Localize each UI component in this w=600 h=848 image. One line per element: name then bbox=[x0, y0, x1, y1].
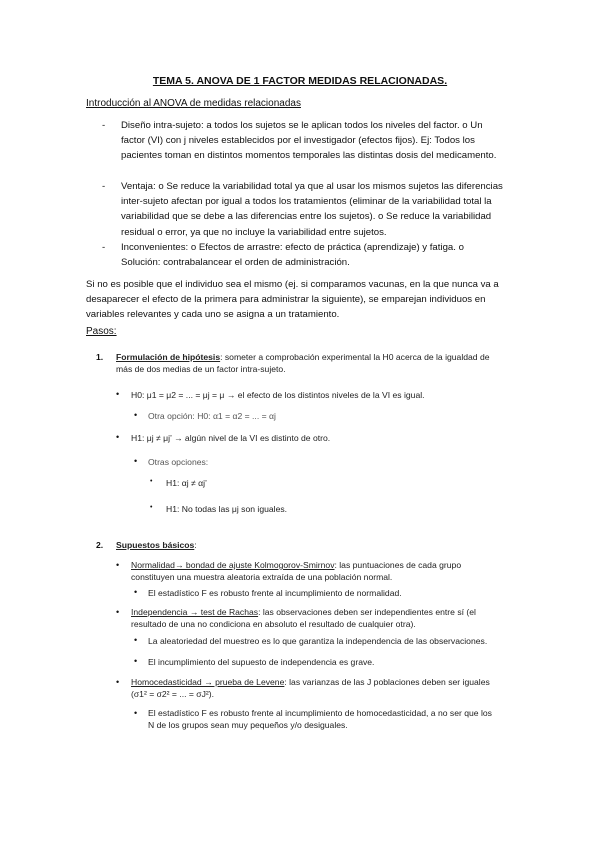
step1-heading: Formulación de hipótesis bbox=[116, 352, 221, 362]
independence-text: : las observaciones deben ser independientes entre sí (el bbox=[258, 607, 476, 617]
step2-heading: Supuestos básicos bbox=[116, 540, 195, 550]
bullet-icon: • bbox=[116, 432, 120, 442]
homoscedasticity-text: : las varianzas de las J poblaciones deben ser iguales bbox=[284, 677, 490, 687]
list-item-text: Ventaja: o Se reduce la variabilidad total ya que al usar los mismos sujetos las diferencias inter-sujeto afectan por igual a todos los tratamientos (eliminar de la variabilidad total la variabilidad que se debe a las diferencias entre los sujetos). o Se reduce la variabilidad residual o error, ya que no incluye la variabilidad entre sujetos. bbox=[121, 181, 503, 238]
normality-line2: constituyen una muestra aleatoria extraída de una población normal. bbox=[131, 572, 393, 582]
list-item-text: Inconvenientes: o Efectos de arrastre: efecto de práctica (aprendizaje) y fatiga. o Solución: contrabalancear el orden de administración. bbox=[121, 242, 464, 269]
bullet-icon: • bbox=[134, 635, 138, 645]
bullet-icon: • bbox=[150, 478, 153, 485]
hypothesis-h1-b: H1: No todas las μj son iguales. bbox=[166, 504, 288, 514]
bullet-icon: • bbox=[134, 708, 138, 718]
independence-sub2: El incumplimiento del supuesto de independencia es grave. bbox=[148, 657, 375, 667]
section-subtitle: Introducción al ANOVA de medidas relacionadas bbox=[86, 98, 301, 109]
bullet-icon: • bbox=[150, 504, 153, 511]
body-paragraph: Si no es posible que el individuo sea el mismo (ej. si comparamos vacunas, en la que nunca va a desaparecer el efecto de la primera para administrar la siguiente), se emparejan individuos en variables relevantes y cada uno se asigna a un tratamiento. bbox=[86, 279, 499, 321]
bullet-icon: • bbox=[116, 677, 120, 687]
dash-marker: - bbox=[102, 120, 106, 131]
step1-text: : someter a comprobación experimental la H0 acerca de la igualdad de bbox=[220, 352, 490, 362]
independence-heading: Independencia → test de Rachas bbox=[131, 607, 259, 617]
homoscedasticity-heading: Homocedasticidad → prueba de Levene bbox=[131, 677, 285, 687]
hypothesis-h1: H1: μj ≠ μj’ → algún nivel de la VI es distinto de otro. bbox=[131, 433, 331, 443]
homoscedasticity-line1 bbox=[131, 676, 516, 689]
hypothesis-h0-alt: Otra opción: H0: α1 = α2 = ... = αj bbox=[148, 411, 276, 421]
normality-text: : las puntuaciones de cada grupo bbox=[334, 560, 462, 570]
homoscedasticity-sub2: N de los grupos sean muy pequeños y/o desiguales. bbox=[148, 720, 348, 730]
independence-sub1: La aleatoriedad del muestreo es lo que garantiza la independencia de las observaciones. bbox=[148, 636, 488, 646]
homoscedasticity-sub1: El estadístico F es robusto frente al incumplimiento de homocedasticidad, a no ser que los bbox=[148, 708, 492, 718]
normality-line1 bbox=[131, 559, 511, 572]
bullet-icon: • bbox=[134, 656, 138, 666]
list-item-text: Diseño intra-sujeto: a todos los sujetos se le aplican todos los niveles del factor. o Un factor (VI) con j niveles establecidos por el investigador (efectos fijos). Ej: Todos los pacientes toman en distintos momentos temporales las distintas dosis del medicamento. bbox=[121, 120, 497, 162]
step-number: 1. bbox=[96, 352, 104, 362]
pasos-heading: Pasos: bbox=[86, 326, 117, 337]
page-title: TEMA 5. ANOVA DE 1 FACTOR MEDIDAS RELACIONADAS. bbox=[152, 75, 448, 87]
bullet-icon: • bbox=[134, 587, 138, 597]
intro-list bbox=[86, 118, 506, 270]
step2-line bbox=[116, 539, 516, 552]
normality-heading: Normalidad→ bondad de ajuste Kolmogorov-Smirnov bbox=[131, 560, 335, 570]
dash-marker: - bbox=[102, 181, 106, 192]
list-item bbox=[86, 179, 506, 240]
list-item bbox=[86, 118, 506, 179]
hypothesis-h1-a: H1: αj ≠ αj’ bbox=[166, 478, 207, 488]
bullet-icon: • bbox=[134, 456, 138, 466]
dash-marker: - bbox=[102, 242, 106, 253]
step2-colon: : bbox=[194, 540, 197, 550]
bullet-icon: • bbox=[134, 410, 138, 420]
list-item bbox=[86, 240, 506, 270]
hypothesis-h0: H0: μ1 = μ2 = ... = μj = μ → el efecto de los distintos niveles de la VI es igual. bbox=[131, 390, 425, 400]
step1-line1 bbox=[116, 351, 516, 364]
bullet-icon: • bbox=[116, 389, 120, 399]
step-number: 2. bbox=[96, 540, 104, 550]
independence-line2: resultado de una no condiciona en absoluto el resultado de cualquier otra). bbox=[131, 619, 416, 629]
normality-sub: El estadístico F es robusto frente al incumplimiento de normalidad. bbox=[148, 588, 402, 598]
bullet-icon: • bbox=[116, 560, 120, 570]
bullet-icon: • bbox=[116, 607, 120, 617]
step1-line2: más de dos medias de un factor intra-sujeto. bbox=[116, 364, 286, 374]
other-options: Otras opciones: bbox=[148, 457, 209, 467]
independence-line1 bbox=[131, 606, 511, 619]
homoscedasticity-formula: (σ1² = σ2² = ... = σJ²). bbox=[131, 689, 215, 699]
